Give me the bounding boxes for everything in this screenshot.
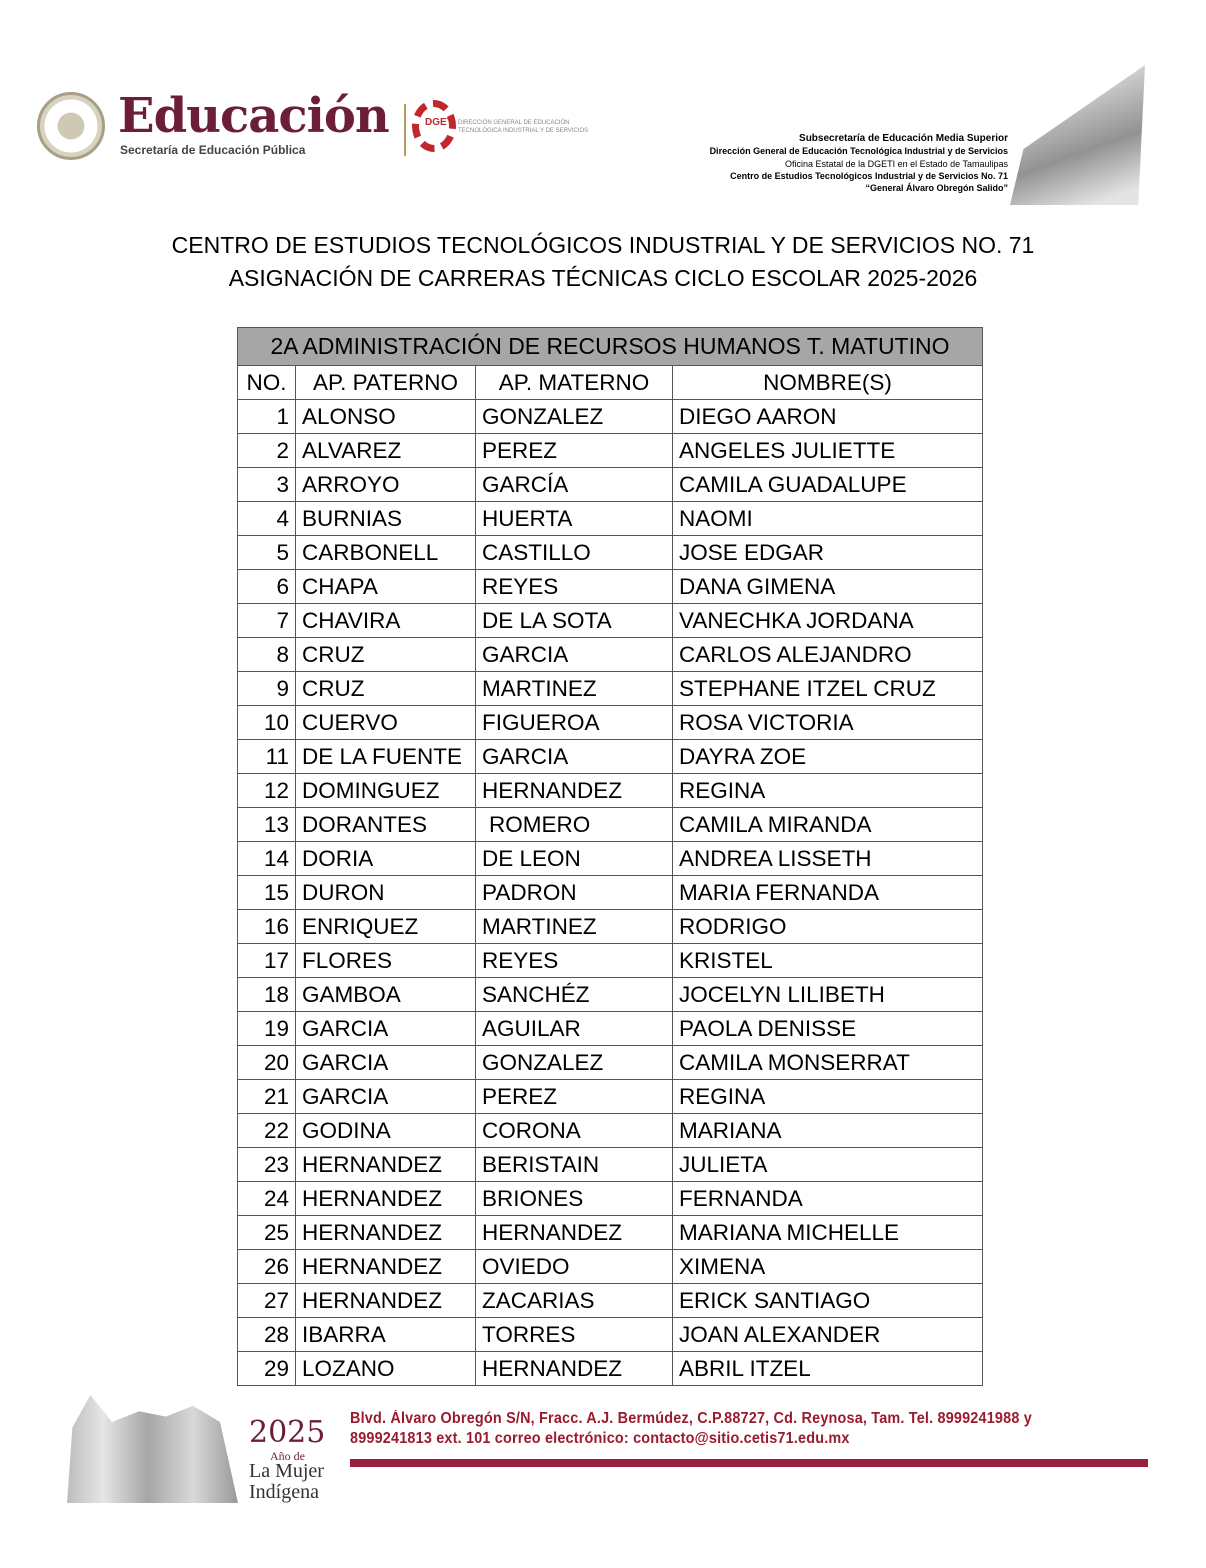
cell-materno: MARTINEZ (476, 672, 673, 706)
indigenous-women-illustration (58, 1395, 238, 1503)
cell-no: 1 (238, 400, 296, 434)
table-row (238, 808, 983, 842)
table-row (238, 842, 983, 876)
cell-nombres: ANGELES JULIETTE (673, 434, 983, 468)
cell-no: 4 (238, 502, 296, 536)
cell-paterno: GARCIA (296, 1012, 476, 1046)
cell-no: 10 (238, 706, 296, 740)
table-row (238, 570, 983, 604)
address-line: Blvd. Álvaro Obregón S/N, Fracc. A.J. Bermúdez, C.P.88727, Cd. Reynosa, Tam. Tel. 8999241988 y (350, 1410, 1032, 1427)
cell-nombres: CAMILA MIRANDA (673, 808, 983, 842)
cell-nombres: DANA GIMENA (673, 570, 983, 604)
cell-nombres: MARIANA (673, 1114, 983, 1148)
dgeti-logo-text: DGETI (425, 117, 456, 128)
document-subtitle: ASIGNACIÓN DE CARRERAS TÉCNICAS CICLO ESCOLAR 2025-2026 (228, 265, 978, 291)
cell-paterno: GODINA (296, 1114, 476, 1148)
cell-nombres: CARLOS ALEJANDRO (673, 638, 983, 672)
cell-paterno: ALONSO (296, 400, 476, 434)
document-title: CENTRO DE ESTUDIOS TECNOLÓGICOS INDUSTRIAL Y DE SERVICIOS NO. 71 (171, 232, 1035, 258)
educacion-logo-subtitle: Secretaría de Educación Pública (120, 143, 306, 157)
table-row (238, 910, 983, 944)
cell-no: 14 (238, 842, 296, 876)
table-row (238, 706, 983, 740)
table-row (238, 1114, 983, 1148)
cell-materno: ZACARIAS (476, 1284, 673, 1318)
table-row (238, 1250, 983, 1284)
cell-no: 28 (238, 1318, 296, 1352)
cell-nombres: ANDREA LISSETH (673, 842, 983, 876)
cell-materno: HERNANDEZ (476, 774, 673, 808)
cell-no: 7 (238, 604, 296, 638)
table-row (238, 774, 983, 808)
table-row (238, 1318, 983, 1352)
cell-paterno: IBARRA (296, 1318, 476, 1352)
table-row (238, 434, 983, 468)
header-line: Subsecretaría de Educación Media Superior (799, 133, 1008, 144)
cell-materno: OVIEDO (476, 1250, 673, 1284)
header-line: Oficina Estatal de la DGETI en el Estado de Tamaulipas (785, 158, 1008, 169)
cell-no: 16 (238, 910, 296, 944)
cell-nombres: JOSE EDGAR (673, 536, 983, 570)
cell-paterno: ARROYO (296, 468, 476, 502)
cell-materno: GARCÍA (476, 468, 673, 502)
cell-nombres: ABRIL ITZEL (673, 1352, 983, 1386)
cell-no: 23 (238, 1148, 296, 1182)
cell-paterno: HERNANDEZ (296, 1182, 476, 1216)
cell-paterno: CARBONELL (296, 536, 476, 570)
cell-nombres: NAOMI (673, 502, 983, 536)
cell-paterno: HERNANDEZ (296, 1216, 476, 1250)
cell-no: 25 (238, 1216, 296, 1250)
year-logo-motto: La Mujer Indígena (249, 1460, 324, 1503)
footer-address (350, 1409, 1032, 1449)
cell-paterno: CRUZ (296, 638, 476, 672)
table-row (238, 1080, 983, 1114)
cell-no: 8 (238, 638, 296, 672)
cell-no: 11 (238, 740, 296, 774)
table-row (238, 604, 983, 638)
table-row (238, 1148, 983, 1182)
cell-materno: REYES (476, 570, 673, 604)
column-header-materno: AP. MATERNO (476, 366, 673, 400)
cell-nombres: ERICK SANTIAGO (673, 1284, 983, 1318)
cell-no: 27 (238, 1284, 296, 1318)
cell-paterno: GAMBOA (296, 978, 476, 1012)
table-row (238, 1216, 983, 1250)
cell-nombres: KRISTEL (673, 944, 983, 978)
institution-header (710, 133, 1008, 194)
cell-no: 6 (238, 570, 296, 604)
cell-paterno: BURNIAS (296, 502, 476, 536)
mexico-seal-logo (37, 92, 105, 160)
cell-paterno: CUERVO (296, 706, 476, 740)
table-row (238, 1352, 983, 1386)
cell-materno: SANCHÉZ (476, 978, 673, 1012)
cell-nombres: JOAN ALEXANDER (673, 1318, 983, 1352)
cell-nombres: XIMENA (673, 1250, 983, 1284)
cell-no: 19 (238, 1012, 296, 1046)
cell-materno: GARCIA (476, 740, 673, 774)
cell-paterno: DORANTES (296, 808, 476, 842)
column-header-nombres: NOMBRE(S) (673, 366, 983, 400)
dgeti-gear-logo (412, 100, 456, 152)
table-row (238, 672, 983, 706)
column-header-paterno: AP. PATERNO (296, 366, 476, 400)
cell-paterno: HERNANDEZ (296, 1284, 476, 1318)
cell-materno: DE LEON (476, 842, 673, 876)
cell-no: 26 (238, 1250, 296, 1284)
address-line: 8999241813 ext. 101 correo electrónico: contacto@sitio.cetis71.edu.mx (350, 1430, 850, 1447)
cell-paterno: ALVAREZ (296, 434, 476, 468)
year-logo: 2025 (249, 1415, 326, 1450)
cell-paterno: CHAPA (296, 570, 476, 604)
cell-no: 15 (238, 876, 296, 910)
cell-nombres: FERNANDA (673, 1182, 983, 1216)
cell-no: 29 (238, 1352, 296, 1386)
cell-materno: GARCIA (476, 638, 673, 672)
cell-nombres: RODRIGO (673, 910, 983, 944)
cell-nombres: CAMILA MONSERRAT (673, 1046, 983, 1080)
cell-materno: PEREZ (476, 1080, 673, 1114)
header-line: Centro de Estudios Tecnológicos Industrial y de Servicios No. 71 (730, 170, 1008, 181)
cell-nombres: STEPHANE ITZEL CRUZ (673, 672, 983, 706)
table-row (238, 876, 983, 910)
cell-materno: DE LA SOTA (476, 604, 673, 638)
cell-materno: TORRES (476, 1318, 673, 1352)
cell-materno: HUERTA (476, 502, 673, 536)
cell-paterno: GARCIA (296, 1046, 476, 1080)
cell-paterno: HERNANDEZ (296, 1250, 476, 1284)
cell-no: 13 (238, 808, 296, 842)
cell-nombres: ROSA VICTORIA (673, 706, 983, 740)
cell-nombres: REGINA (673, 1080, 983, 1114)
cell-no: 5 (238, 536, 296, 570)
cell-nombres: DIEGO AARON (673, 400, 983, 434)
cell-nombres: JOCELYN LILIBETH (673, 978, 983, 1012)
table-row (238, 944, 983, 978)
woman-with-flag-illustration (1010, 65, 1145, 205)
table-row (238, 400, 983, 434)
cell-no: 18 (238, 978, 296, 1012)
table-row (238, 638, 983, 672)
table-row (238, 1012, 983, 1046)
cell-materno: PEREZ (476, 434, 673, 468)
educacion-logo-title: Educación (118, 88, 389, 144)
cell-paterno: ENRIQUEZ (296, 910, 476, 944)
cell-no: 9 (238, 672, 296, 706)
table-row (238, 1284, 983, 1318)
cell-nombres: REGINA (673, 774, 983, 808)
column-header-no: NO. (238, 366, 296, 400)
cell-paterno: CHAVIRA (296, 604, 476, 638)
cell-paterno: DURON (296, 876, 476, 910)
cell-no: 24 (238, 1182, 296, 1216)
cell-materno: ROMERO (476, 808, 673, 842)
cell-materno: FIGUEROA (476, 706, 673, 740)
table-row (238, 468, 983, 502)
cell-nombres: PAOLA DENISSE (673, 1012, 983, 1046)
cell-materno: PADRON (476, 876, 673, 910)
table-row (238, 978, 983, 1012)
cell-nombres: MARIANA MICHELLE (673, 1216, 983, 1250)
cell-materno: HERNANDEZ (476, 1216, 673, 1250)
group-header: 2A ADMINISTRACIÓN DE RECURSOS HUMANOS T. MATUTINO (238, 328, 983, 366)
table-row (238, 536, 983, 570)
cell-materno: BERISTAIN (476, 1148, 673, 1182)
cell-paterno: HERNANDEZ (296, 1148, 476, 1182)
cell-paterno: GARCIA (296, 1080, 476, 1114)
cell-no: 3 (238, 468, 296, 502)
table-row (238, 1182, 983, 1216)
cell-paterno: CRUZ (296, 672, 476, 706)
cell-nombres: VANECHKA JORDANA (673, 604, 983, 638)
cell-paterno: DE LA FUENTE (296, 740, 476, 774)
header-line: “General Álvaro Obregón Salido” (865, 183, 1008, 194)
cell-paterno: DORIA (296, 842, 476, 876)
cell-no: 12 (238, 774, 296, 808)
cell-nombres: CAMILA GUADALUPE (673, 468, 983, 502)
cell-materno: HERNANDEZ (476, 1352, 673, 1386)
dgeti-logo-caption: DIRECCIÓN GENERAL DE EDUCACIÓN TECNOLÓGICA INDUSTRIAL Y DE SERVICIOS (458, 120, 589, 134)
footer-accent-bar (350, 1459, 1148, 1467)
cell-materno: AGUILAR (476, 1012, 673, 1046)
table-row (238, 1046, 983, 1080)
table-row (238, 740, 983, 774)
cell-materno: REYES (476, 944, 673, 978)
cell-materno: MARTINEZ (476, 910, 673, 944)
cell-nombres: DAYRA ZOE (673, 740, 983, 774)
cell-no: 20 (238, 1046, 296, 1080)
cell-paterno: FLORES (296, 944, 476, 978)
cell-paterno: DOMINGUEZ (296, 774, 476, 808)
header-line: Dirección General de Educación Tecnológica Industrial y de Servicios (709, 146, 1008, 157)
cell-no: 22 (238, 1114, 296, 1148)
cell-no: 17 (238, 944, 296, 978)
table-row (238, 502, 983, 536)
cell-nombres: JULIETA (673, 1148, 983, 1182)
cell-materno: CASTILLO (476, 536, 673, 570)
cell-paterno: LOZANO (296, 1352, 476, 1386)
cell-materno: BRIONES (476, 1182, 673, 1216)
cell-no: 21 (238, 1080, 296, 1114)
cell-materno: GONZALEZ (476, 400, 673, 434)
year-logo-sub: Año de (270, 1449, 305, 1463)
cell-nombres: MARIA FERNANDA (673, 876, 983, 910)
cell-materno: CORONA (476, 1114, 673, 1148)
student-assignment-table (237, 327, 983, 1386)
cell-no: 2 (238, 434, 296, 468)
logo-divider (404, 104, 406, 156)
cell-materno: GONZALEZ (476, 1046, 673, 1080)
